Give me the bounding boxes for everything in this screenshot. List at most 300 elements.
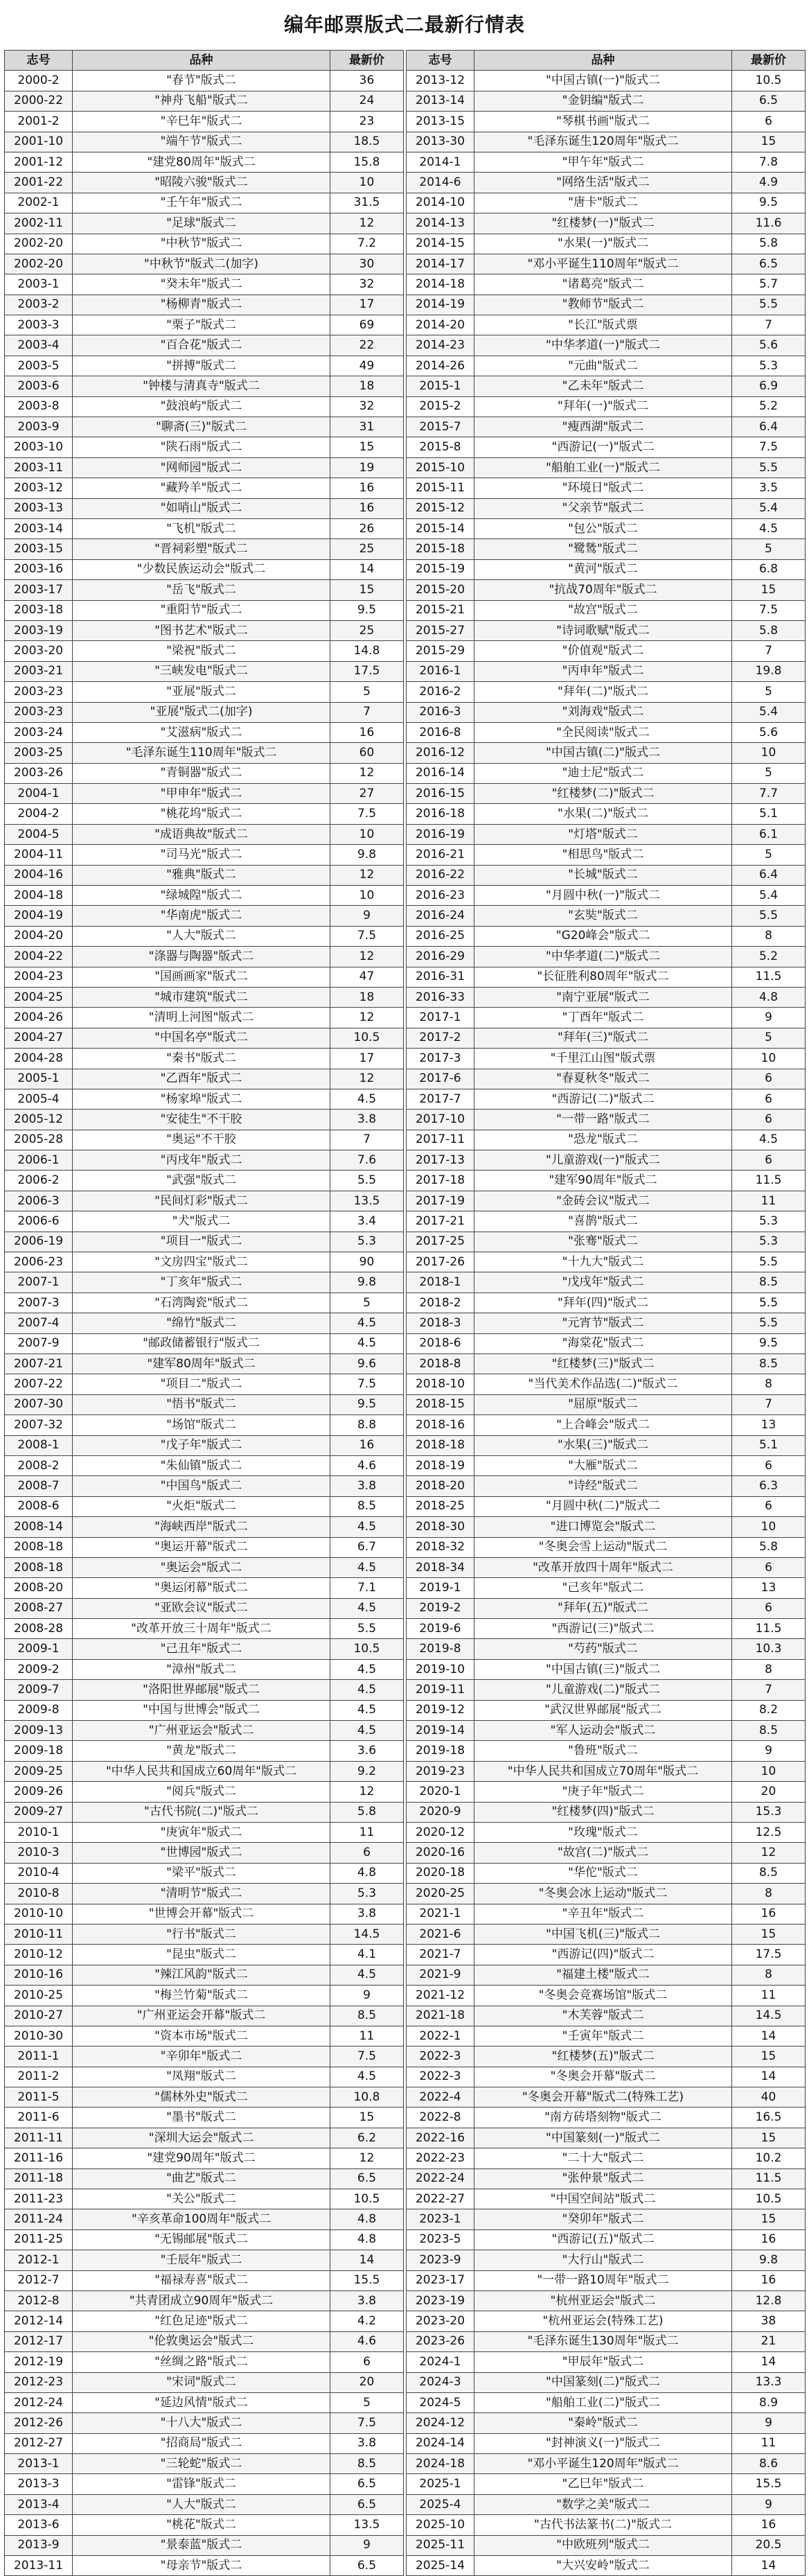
variety-name: "长江"版式票 xyxy=(474,315,732,335)
variety-name: "景泰蓝"版式二 xyxy=(73,2535,330,2555)
table-row xyxy=(5,1619,404,1639)
variety-name: "唐卡"版式二 xyxy=(474,193,732,213)
table-row xyxy=(5,2189,404,2209)
variety-name: "癸卯年"版式二 xyxy=(474,2209,732,2229)
issue-number: 2010-16 xyxy=(5,1965,73,1985)
table-row xyxy=(5,2250,404,2270)
table-row xyxy=(407,1415,806,1435)
table-row xyxy=(407,1028,806,1048)
issue-number: 2016-2 xyxy=(407,682,474,702)
variety-name: "壬寅年"版式二 xyxy=(474,2026,732,2046)
table-row xyxy=(407,356,806,376)
table-row xyxy=(407,213,806,234)
table-row xyxy=(407,2148,806,2168)
issue-number: 2012-19 xyxy=(5,2352,73,2372)
table-row xyxy=(407,1965,806,1985)
issue-number: 2011-1 xyxy=(5,2047,73,2067)
variety-name: "儒林外史"版式二 xyxy=(73,2087,330,2108)
latest-price: 10.5 xyxy=(330,2189,404,2209)
table-row xyxy=(407,2047,806,2067)
table-row xyxy=(5,2352,404,2372)
issue-number: 2003-23 xyxy=(5,682,73,702)
table-row xyxy=(407,1252,806,1272)
table-row xyxy=(5,2087,404,2108)
latest-price: 30 xyxy=(330,254,404,274)
variety-name: "丁酉年"版式二 xyxy=(474,1008,732,1028)
table-row xyxy=(407,2352,806,2372)
latest-price: 8.5 xyxy=(732,1354,806,1374)
issue-number: 2007-4 xyxy=(5,1313,73,1333)
variety-name: "儿童游戏(二)"版式二 xyxy=(474,1680,732,1700)
table-row xyxy=(407,967,806,987)
issue-number: 2024-14 xyxy=(407,2433,474,2453)
table-row xyxy=(407,2006,806,2026)
issue-number: 2004-5 xyxy=(5,824,73,844)
variety-name: "冬奥会竞赛场馆"版式二 xyxy=(474,1986,732,2006)
latest-price: 8.5 xyxy=(732,1721,806,1741)
variety-name: "水果(二)"版式二 xyxy=(474,804,732,824)
latest-price: 18 xyxy=(330,987,404,1007)
issue-number: 2004-27 xyxy=(5,1028,73,1048)
variety-name: "广州亚运会开幕"版式二 xyxy=(73,2006,330,2026)
issue-number: 2015-7 xyxy=(407,417,474,437)
table-row xyxy=(407,2067,806,2087)
issue-number: 2010-10 xyxy=(5,1904,73,1924)
table-row xyxy=(407,845,806,865)
table-row xyxy=(5,2413,404,2433)
latest-price: 32 xyxy=(330,274,404,295)
table-row xyxy=(407,254,806,274)
variety-name: "少数民族运动会"版式二 xyxy=(73,559,330,579)
issue-number: 2003-4 xyxy=(5,335,73,356)
latest-price: 4.5 xyxy=(330,1517,404,1537)
issue-number: 2010-8 xyxy=(5,1884,73,1904)
variety-name: "文房四宝"版式二 xyxy=(73,1252,330,1272)
latest-price: 12.5 xyxy=(732,1822,806,1842)
latest-price: 5.3 xyxy=(330,1884,404,1904)
issue-number: 2013-3 xyxy=(5,2474,73,2494)
issue-number: 2001-2 xyxy=(5,112,73,132)
variety-name: "藏羚羊"版式二 xyxy=(73,478,330,498)
issue-number: 2001-22 xyxy=(5,173,73,193)
variety-name: "资本市场"版式二 xyxy=(73,2026,330,2046)
latest-price: 20.5 xyxy=(732,2535,806,2555)
table-row xyxy=(5,1374,404,1394)
table-row xyxy=(407,2454,806,2474)
variety-name: "船舶工业(一)"版式二 xyxy=(474,457,732,477)
issue-number: 2003-15 xyxy=(5,539,73,559)
latest-price: 4.5 xyxy=(330,1598,404,1618)
issue-number: 2011-6 xyxy=(5,2108,73,2128)
latest-price: 11.5 xyxy=(732,967,806,987)
latest-price: 14 xyxy=(732,2026,806,2046)
latest-price: 4.8 xyxy=(330,2209,404,2229)
table-row xyxy=(5,2331,404,2351)
table-row xyxy=(5,478,404,498)
variety-name: "中国飞机(三)"版式二 xyxy=(474,1924,732,1944)
variety-name: "喜鹊"版式二 xyxy=(474,1211,732,1232)
variety-name: "丁亥年"版式二 xyxy=(73,1272,330,1293)
table-row xyxy=(5,498,404,518)
variety-name: "昆虫"版式二 xyxy=(73,1945,330,1965)
latest-price: 5 xyxy=(732,1028,806,1048)
table-row xyxy=(5,1639,404,1659)
variety-name: "丝绸之路"版式二 xyxy=(73,2352,330,2372)
table-row xyxy=(5,1435,404,1455)
issue-number: 2009-18 xyxy=(5,1741,73,1761)
variety-name: "涤器与陶器"版式二 xyxy=(73,947,330,967)
table-row xyxy=(5,2128,404,2148)
issue-number: 2014-26 xyxy=(407,356,474,376)
issue-number: 2021-12 xyxy=(407,1986,474,2006)
variety-name: "世博会开幕"版式二 xyxy=(73,1904,330,1924)
latest-price: 5.3 xyxy=(732,1232,806,1252)
variety-name: "全民阅读"版式二 xyxy=(474,722,732,742)
table-row xyxy=(407,234,806,254)
variety-name: "黄河"版式二 xyxy=(474,559,732,579)
latest-price: 15 xyxy=(732,580,806,600)
issue-number: 2013-15 xyxy=(407,112,474,132)
issue-number: 2018-30 xyxy=(407,1517,474,1537)
latest-price: 6 xyxy=(732,1496,806,1516)
variety-name: "项目一"版式二 xyxy=(73,1232,330,1252)
issue-number: 2019-11 xyxy=(407,1680,474,1700)
variety-name: "栗子"版式二 xyxy=(73,315,330,335)
latest-price: 5 xyxy=(732,539,806,559)
latest-price: 6 xyxy=(732,112,806,132)
variety-name: "中华孝道(二)"版式二 xyxy=(474,947,732,967)
table-row xyxy=(407,1049,806,1069)
variety-name: "晋祠彩塑"版式二 xyxy=(73,539,330,559)
table-row xyxy=(407,2331,806,2351)
issue-number: 2010-3 xyxy=(5,1843,73,1863)
latest-price: 5.5 xyxy=(732,906,806,926)
issue-number: 2009-25 xyxy=(5,1761,73,1781)
latest-price: 4.5 xyxy=(330,1089,404,1109)
table-row xyxy=(5,2209,404,2229)
variety-name: "百合花"版式二 xyxy=(73,335,330,356)
variety-name: "瘦西湖"版式二 xyxy=(474,417,732,437)
issue-number: 2003-19 xyxy=(5,620,73,640)
table-row xyxy=(407,1150,806,1171)
latest-price: 5.5 xyxy=(732,295,806,315)
table-row xyxy=(407,1171,806,1191)
latest-price: 5 xyxy=(732,845,806,865)
variety-name: "封神演义(一)"版式二 xyxy=(474,2433,732,2453)
issue-number: 2010-4 xyxy=(5,1863,73,1883)
latest-price: 7 xyxy=(330,1130,404,1150)
issue-number: 2016-1 xyxy=(407,661,474,681)
issue-number: 2014-15 xyxy=(407,234,474,254)
variety-name: "陕石雨"版式二 xyxy=(73,437,330,457)
latest-price: 5.5 xyxy=(732,1293,806,1313)
variety-name: "西游记(三)"版式二 xyxy=(474,1619,732,1639)
table-row xyxy=(407,1211,806,1232)
issue-number: 2012-17 xyxy=(5,2331,73,2351)
variety-name: "元曲"版式二 xyxy=(474,356,732,376)
latest-price: 4.5 xyxy=(330,1557,404,1577)
issue-number: 2003-2 xyxy=(5,295,73,315)
table-row xyxy=(407,784,806,804)
latest-price: 14 xyxy=(732,2352,806,2372)
variety-name: "相思鸟"版式二 xyxy=(474,845,732,865)
latest-price: 15 xyxy=(330,580,404,600)
variety-name: "凤翔"版式二 xyxy=(73,2067,330,2087)
variety-name: "梁祝"版式二 xyxy=(73,641,330,661)
issue-number: 2016-33 xyxy=(407,987,474,1007)
issue-number: 2004-16 xyxy=(5,865,73,885)
latest-price: 10.5 xyxy=(330,1028,404,1048)
latest-price: 12 xyxy=(732,1843,806,1863)
variety-name: "甲午年"版式二 xyxy=(474,152,732,172)
issue-number: 2014-17 xyxy=(407,254,474,274)
table-row xyxy=(5,1578,404,1598)
issue-number: 2020-16 xyxy=(407,1843,474,1863)
issue-number: 2015-19 xyxy=(407,559,474,579)
issue-number: 2009-13 xyxy=(5,1721,73,1741)
table-row xyxy=(407,2535,806,2555)
issue-number: 2019-1 xyxy=(407,1578,474,1598)
issue-number: 2017-7 xyxy=(407,1089,474,1109)
variety-name: "西游记(二)"版式二 xyxy=(474,1089,732,1109)
latest-price: 5.2 xyxy=(732,396,806,417)
variety-name: "壬辰年"版式二 xyxy=(73,2250,330,2270)
issue-number: 2003-26 xyxy=(5,763,73,783)
variety-name: "甲辰年"版式二 xyxy=(474,2352,732,2372)
latest-price: 17.5 xyxy=(732,1945,806,1965)
variety-name: "冬奥会开幕"版式二 xyxy=(474,2067,732,2087)
table-row xyxy=(407,1843,806,1863)
issue-number: 2009-27 xyxy=(5,1802,73,1822)
latest-price: 5.1 xyxy=(732,804,806,824)
issue-number: 2008-28 xyxy=(5,1619,73,1639)
table-row xyxy=(407,2433,806,2453)
variety-name: "三轮蛇"版式二 xyxy=(73,2454,330,2474)
issue-number: 2018-2 xyxy=(407,1293,474,1313)
issue-number: 2001-10 xyxy=(5,132,73,152)
table-row xyxy=(5,1049,404,1069)
latest-price: 9 xyxy=(330,2535,404,2555)
table-row xyxy=(5,804,404,824)
table-row xyxy=(407,173,806,193)
latest-price: 17 xyxy=(330,295,404,315)
table-row xyxy=(407,2270,806,2290)
variety-name: "戊戌年"版式二 xyxy=(474,1272,732,1293)
issue-number: 2003-14 xyxy=(5,518,73,538)
latest-price: 8 xyxy=(732,1374,806,1394)
variety-name: "中国篆刻(一)"版式二 xyxy=(474,2128,732,2148)
latest-price: 15 xyxy=(732,2047,806,2067)
table-row xyxy=(5,112,404,132)
variety-name: "故宫"版式二 xyxy=(474,600,732,620)
table-row xyxy=(5,2047,404,2067)
issue-number: 2017-25 xyxy=(407,1232,474,1252)
issue-number: 2024-3 xyxy=(407,2372,474,2392)
table-row xyxy=(5,1721,404,1741)
issue-number: 2010-25 xyxy=(5,1986,73,2006)
latest-price: 21 xyxy=(732,2331,806,2351)
issue-number: 2012-8 xyxy=(5,2290,73,2311)
variety-name: "悟书"版式二 xyxy=(73,1394,330,1414)
latest-price: 5.5 xyxy=(330,1171,404,1191)
latest-price: 10 xyxy=(732,1517,806,1537)
latest-price: 16 xyxy=(732,2270,806,2290)
latest-price: 20 xyxy=(330,2372,404,2392)
latest-price: 5 xyxy=(330,682,404,702)
latest-price: 19 xyxy=(330,457,404,477)
variety-name: "中国古镇(一)"版式二 xyxy=(474,71,732,91)
issue-number: 2008-18 xyxy=(5,1557,73,1577)
issue-number: 2014-18 xyxy=(407,274,474,295)
latest-price: 8 xyxy=(732,1884,806,1904)
table-row xyxy=(407,2168,806,2189)
table-row xyxy=(407,2392,806,2412)
table-row xyxy=(5,1333,404,1353)
issue-number: 2010-1 xyxy=(5,1822,73,1842)
latest-price: 19.8 xyxy=(732,661,806,681)
issue-number: 2017-3 xyxy=(407,1049,474,1069)
table-row xyxy=(5,1517,404,1537)
issue-number: 2019-6 xyxy=(407,1619,474,1639)
variety-name: "中国与世博会"版式二 xyxy=(73,1700,330,1720)
table-row xyxy=(407,315,806,335)
table-row xyxy=(5,661,404,681)
variety-name: "鼓浪屿"版式二 xyxy=(73,396,330,417)
latest-price: 5.8 xyxy=(330,1802,404,1822)
variety-name: "丙申年"版式二 xyxy=(474,661,732,681)
latest-price: 3.6 xyxy=(330,1741,404,1761)
table-row xyxy=(5,539,404,559)
variety-name: "辛亥革命100周年"版式二 xyxy=(73,2209,330,2229)
variety-name: "辛丑年"版式二 xyxy=(474,1904,732,1924)
issue-number: 2016-24 xyxy=(407,906,474,926)
variety-name: "中秋节"版式二 xyxy=(73,234,330,254)
table-row xyxy=(5,254,404,274)
variety-name: "邓小平诞生120周年"版式二 xyxy=(474,2454,732,2474)
latest-price: 16 xyxy=(330,478,404,498)
issue-number: 2017-19 xyxy=(407,1191,474,1211)
variety-name: "共青团成立90周年"版式二 xyxy=(73,2290,330,2311)
issue-number: 2004-23 xyxy=(5,967,73,987)
issue-number: 2009-8 xyxy=(5,1700,73,1720)
issue-number: 2011-24 xyxy=(5,2209,73,2229)
issue-number: 2023-20 xyxy=(407,2311,474,2331)
latest-price: 9.5 xyxy=(732,1333,806,1353)
table-row xyxy=(5,1904,404,1924)
latest-price: 15 xyxy=(732,2128,806,2148)
table-row xyxy=(407,682,806,702)
issue-number: 2022-24 xyxy=(407,2168,474,2189)
latest-price: 15.3 xyxy=(732,1802,806,1822)
issue-number: 2013-11 xyxy=(5,2556,73,2576)
table-row xyxy=(5,1150,404,1171)
table-row xyxy=(5,2168,404,2189)
table-row xyxy=(5,1211,404,1232)
issue-number: 2013-9 xyxy=(5,2535,73,2555)
issue-number: 2016-12 xyxy=(407,743,474,763)
latest-price: 10.8 xyxy=(330,2087,404,2108)
table-row xyxy=(5,722,404,742)
latest-price: 4.5 xyxy=(330,1965,404,1985)
issue-number: 2016-19 xyxy=(407,824,474,844)
table-row xyxy=(5,1252,404,1272)
latest-price: 11 xyxy=(732,1986,806,2006)
variety-name: "拜年(五)"版式二 xyxy=(474,1598,732,1618)
variety-name: "金钥编"版式二 xyxy=(474,91,732,111)
variety-name: "人大"版式二 xyxy=(73,926,330,946)
variety-name: "壬午年"版式二 xyxy=(73,193,330,213)
issue-number: 2019-14 xyxy=(407,1721,474,1741)
variety-name: "中欧班列"版式二 xyxy=(474,2535,732,2555)
issue-number: 2015-10 xyxy=(407,457,474,477)
table-row xyxy=(407,2556,806,2576)
issue-number: 2017-11 xyxy=(407,1130,474,1150)
issue-number: 2011-25 xyxy=(5,2229,73,2250)
issue-number: 2004-20 xyxy=(5,926,73,946)
latest-price: 7 xyxy=(732,1680,806,1700)
table-header-row xyxy=(5,51,404,71)
variety-name: "建党80周年"版式二 xyxy=(73,152,330,172)
issue-number: 2008-18 xyxy=(5,1537,73,1557)
variety-name: "琴棋书画"版式二 xyxy=(474,112,732,132)
variety-name: "延边风情"版式二 xyxy=(73,2392,330,2412)
variety-name: "己丑年"版式二 xyxy=(73,1639,330,1659)
table-row xyxy=(407,1455,806,1475)
variety-name: "教师节"版式二 xyxy=(474,295,732,315)
variety-name: "雷锋"版式二 xyxy=(73,2474,330,2494)
table-row xyxy=(5,967,404,987)
issue-number: 2020-18 xyxy=(407,1863,474,1883)
variety-name: "环境日"版式二 xyxy=(474,478,732,498)
latest-price: 11 xyxy=(330,1822,404,1842)
issue-number: 2013-6 xyxy=(5,2515,73,2535)
variety-name: "中国古镇(三)"版式二 xyxy=(474,1659,732,1679)
issue-number: 2003-23 xyxy=(5,702,73,722)
latest-price: 5.5 xyxy=(732,1252,806,1272)
table-row xyxy=(5,1089,404,1109)
variety-name: "洛阳世界邮展"版式二 xyxy=(73,1680,330,1700)
variety-name: "拜年(二)"版式二 xyxy=(474,682,732,702)
issue-number: 2021-1 xyxy=(407,1904,474,1924)
issue-number: 2003-10 xyxy=(5,437,73,457)
latest-price: 6.4 xyxy=(732,417,806,437)
variety-name: "清明上河图"版式二 xyxy=(73,1008,330,1028)
table-row xyxy=(407,1802,806,1822)
table-row xyxy=(5,376,404,396)
issue-number: 2007-3 xyxy=(5,1293,73,1313)
variety-name: "红楼梦(四)"版式二 xyxy=(474,1802,732,1822)
issue-number: 2020-25 xyxy=(407,1884,474,1904)
issue-number: 2017-18 xyxy=(407,1171,474,1191)
table-row xyxy=(407,2189,806,2209)
variety-name: "神舟飞船"版式二 xyxy=(73,91,330,111)
table-row xyxy=(5,2229,404,2250)
table-row xyxy=(5,1008,404,1028)
variety-name: "元宵节"版式二 xyxy=(474,1313,732,1333)
issue-number: 2022-16 xyxy=(407,2128,474,2148)
variety-name: "毛泽东诞生130周年"版式二 xyxy=(474,2331,732,2351)
table-row xyxy=(407,600,806,620)
issue-number: 2016-15 xyxy=(407,784,474,804)
variety-name: "鲁班"版式二 xyxy=(474,1741,732,1761)
table-row xyxy=(407,335,806,356)
table-row xyxy=(5,1884,404,1904)
latest-price: 5 xyxy=(732,763,806,783)
latest-price: 4.5 xyxy=(330,1721,404,1741)
table-row xyxy=(407,1680,806,1700)
latest-price: 5.4 xyxy=(732,886,806,906)
latest-price: 5.6 xyxy=(732,722,806,742)
